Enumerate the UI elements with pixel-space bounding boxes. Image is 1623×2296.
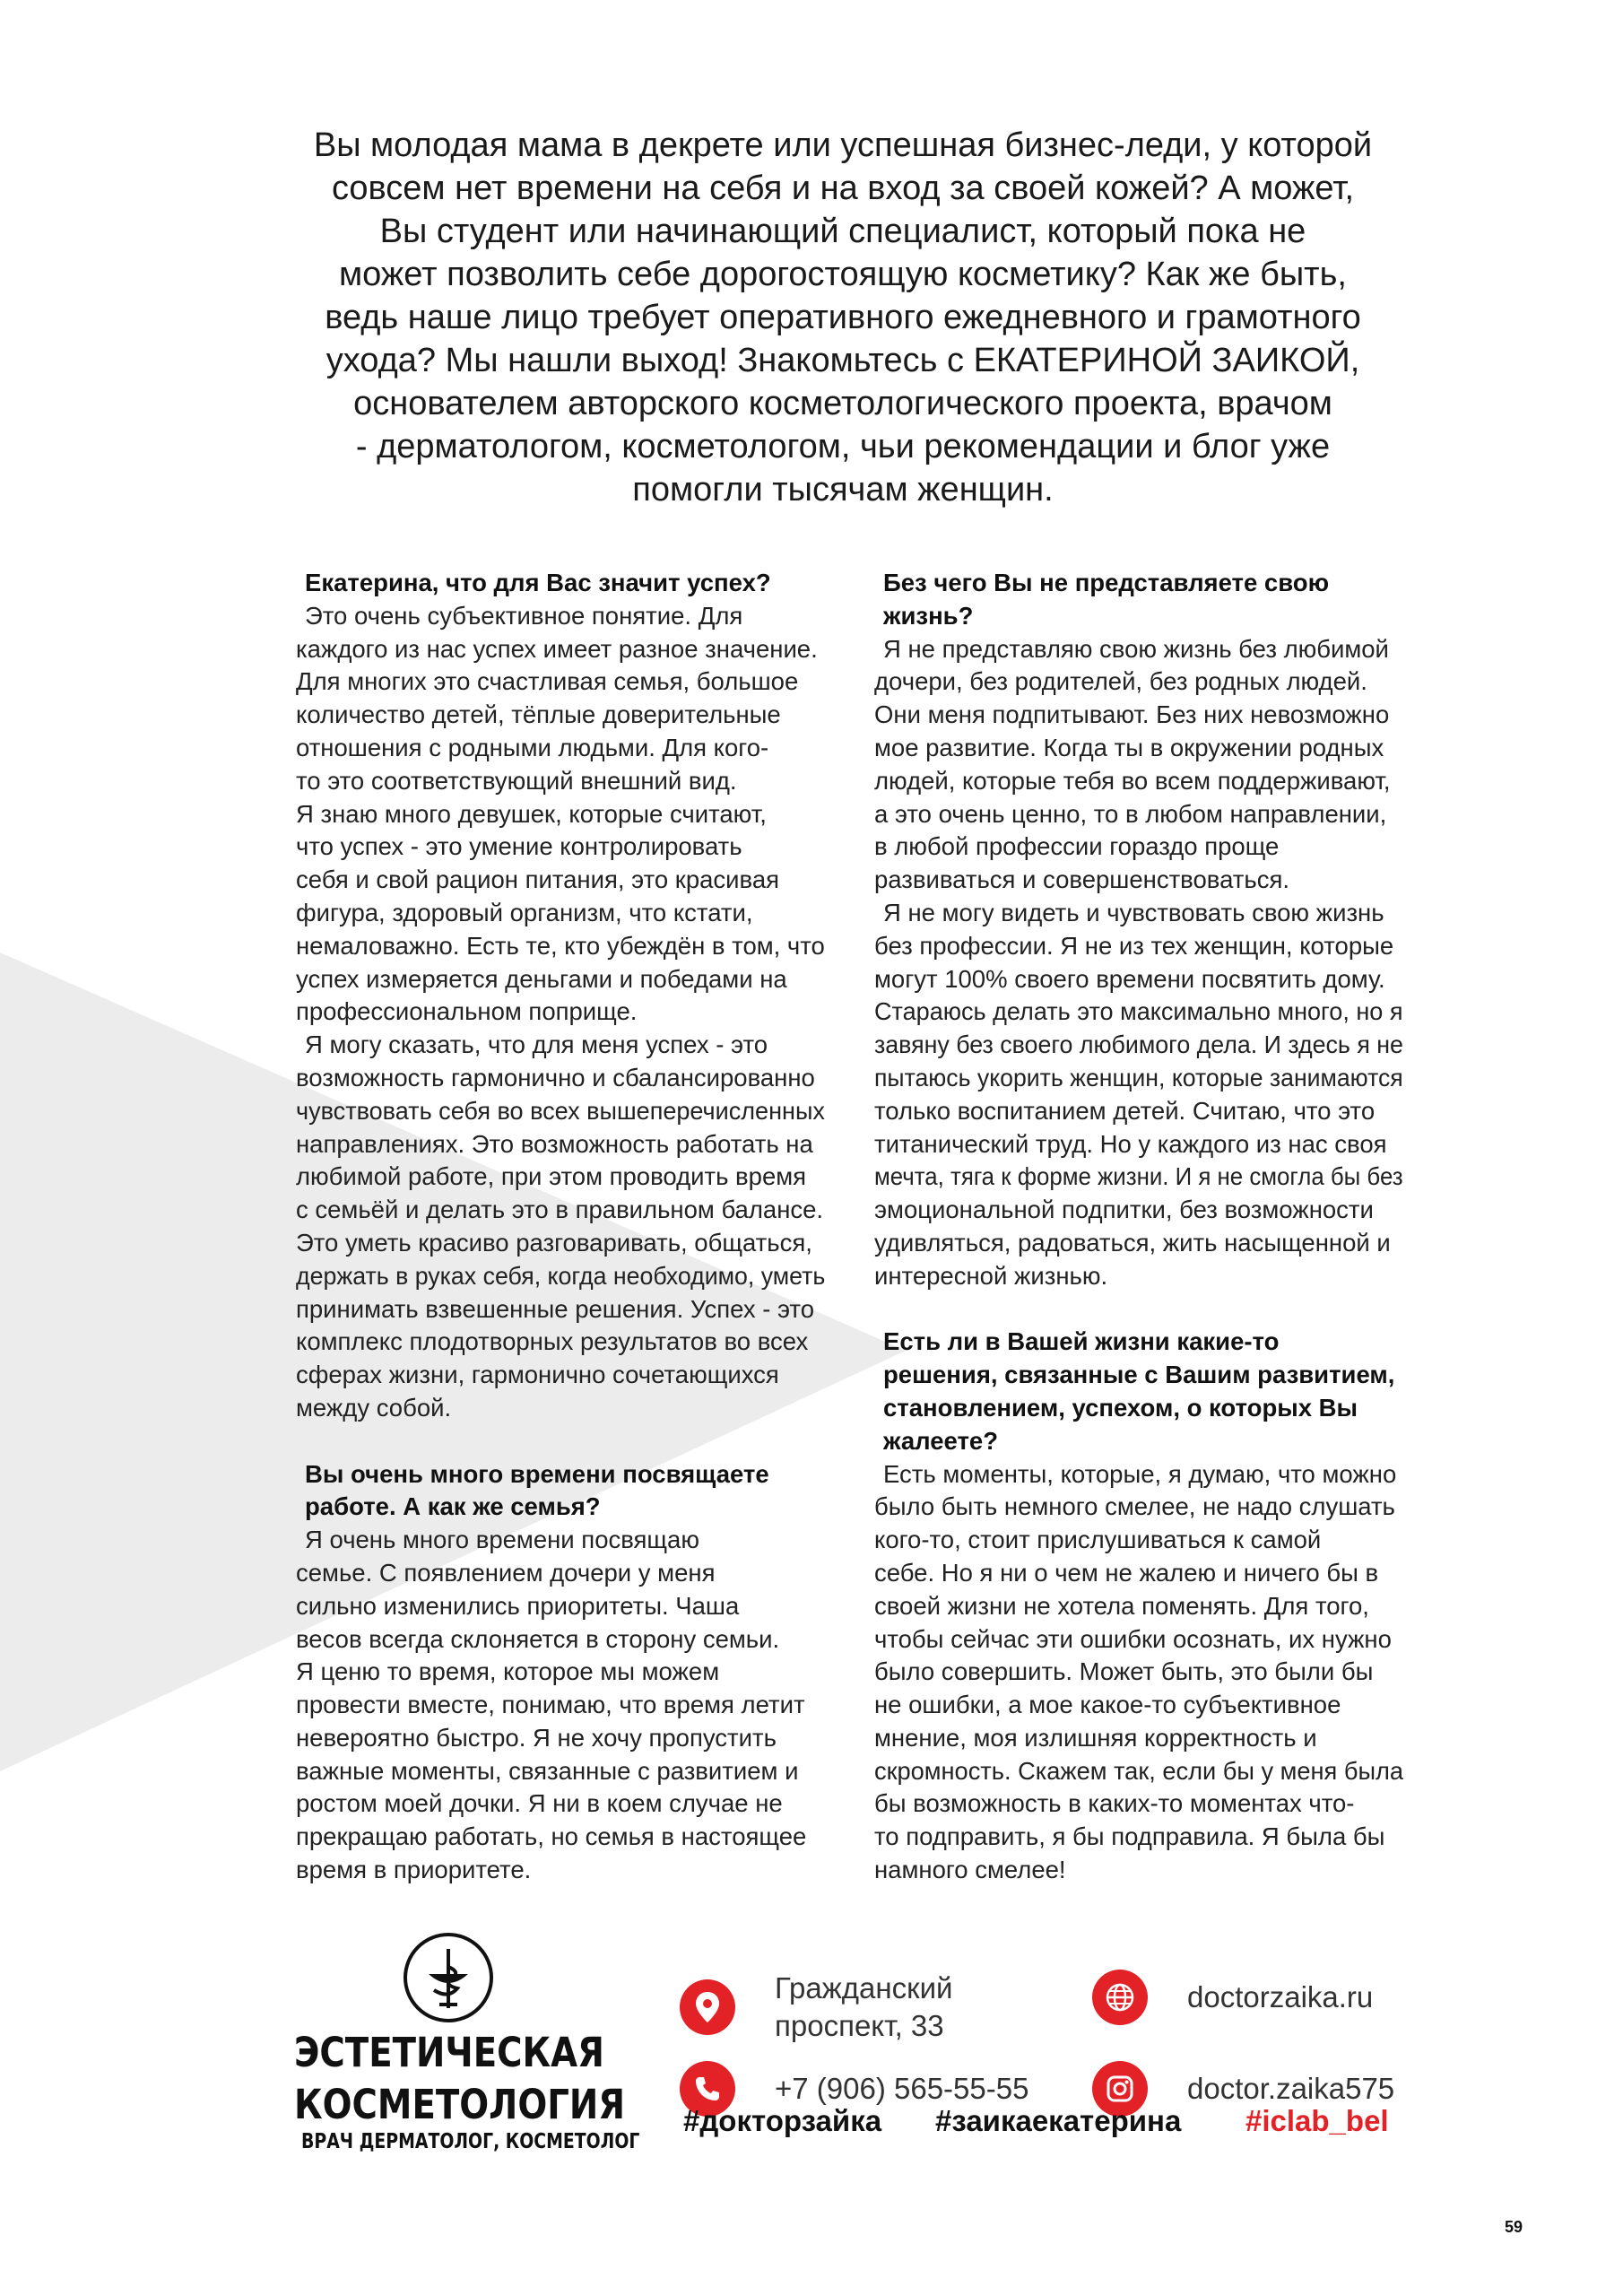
text-line: без профессии. Я не из тех женщин, которые xyxy=(874,931,1394,960)
text-line: невероятно быстро. Я не хочу пропустить xyxy=(296,1723,777,1752)
website-link[interactable]: doctorzaika.ru xyxy=(1187,1980,1374,2013)
text-line: помогли тысячам женщин. xyxy=(632,471,1054,509)
text-line: прекращаю работать, но семья в настоящее xyxy=(296,1822,807,1851)
text-line: отношения с родными людьми. Для кого- xyxy=(296,733,769,761)
address-line1: Гражданский xyxy=(775,1971,953,2005)
medical-bowl-snake-icon xyxy=(404,1933,493,2022)
text-line: решения, связанные с Вашим развитием, xyxy=(883,1361,1395,1389)
instagram-handle[interactable]: doctor.zaika575 xyxy=(1187,2072,1395,2105)
text-line: то это соответствующий внешний вид. xyxy=(296,766,737,795)
clinic-logo xyxy=(269,1933,640,2153)
text-line: людей, которые тебя во всем поддерживают, xyxy=(874,766,1391,795)
answer-regrets xyxy=(874,1458,1403,1887)
text-line: важные моменты, связанные с развитием и xyxy=(296,1756,799,1785)
text-line: сферах жизни, гармонично сочетающихся xyxy=(296,1361,779,1389)
location-pin-icon xyxy=(680,1979,735,2035)
text-line: ведь наше лицо требует оперативного ежедневного и грамотного xyxy=(325,299,1361,336)
text-line: любимой работе, при этом проводить время xyxy=(296,1162,807,1191)
text-line: основателем авторского косметологического проекта, врачом xyxy=(353,385,1332,422)
text-line: не ошибки, а мое какое-то субъективное xyxy=(874,1691,1341,1719)
text-line: провести вместе, понимаю, что время летит xyxy=(296,1691,805,1719)
text-line: интересной жизнью. xyxy=(874,1261,1108,1290)
text-line: бы возможность в каких-то моментах что- xyxy=(874,1789,1355,1818)
text-line: принимать взвешенные решения. Успех - это xyxy=(296,1294,815,1323)
text-line: развиваться и совершенствоваться. xyxy=(874,865,1289,894)
text-line: весов всегда склоняется в сторону семьи. xyxy=(296,1624,780,1653)
text-line: мечта, тяга к форме жизни. И я не смогла бы без xyxy=(874,1162,1403,1191)
text-line: Я знаю много девушек, которые считают, xyxy=(296,799,767,828)
text-line: пытаюсь укорить женщин, которые занимаются xyxy=(874,1063,1403,1091)
text-line: в любой профессии гораздо проще xyxy=(874,832,1280,861)
answer-cant-live-without-p2 xyxy=(874,897,1403,1293)
logo-title-line2: КОСМЕТОЛОГИЯ xyxy=(294,2081,626,2128)
answer-success-p1 xyxy=(296,600,825,1029)
text-line: становлением, успехом, о которых Вы xyxy=(883,1393,1358,1422)
text-line: Они меня подпитывают. Без них невозможно xyxy=(874,700,1390,729)
text-line: Стараюсь делать это максимально много, но я xyxy=(874,997,1403,1026)
hashtag-doctorzaika[interactable]: #докторзайка xyxy=(683,2104,882,2137)
text-line: ухода? Мы нашли выход! Знакомьтесь с ЕКАТЕРИНОЙ ЗАИКОЙ, xyxy=(325,342,1360,379)
answer-success-p2 xyxy=(296,1029,825,1425)
text-line: титанический труд. Но у каждого из нас своя xyxy=(874,1129,1387,1158)
answer-family xyxy=(296,1524,825,1887)
text-line: держать в руках себя, когда необходимо, уметь xyxy=(296,1261,826,1290)
text-line: семье. С появлением дочери у меня xyxy=(296,1558,716,1587)
text-line: фигура, здоровый организм, что кстати, xyxy=(296,898,753,926)
text-line: мое развитие. Когда ты в окружении родных xyxy=(874,733,1384,761)
text-line: кого-то, стоит прислушиваться к самой xyxy=(874,1526,1322,1554)
text-line: работе. А как же семья? xyxy=(305,1492,601,1521)
question-regrets xyxy=(874,1326,1403,1457)
text-line: ростом моей дочки. Я ни в коем случае не xyxy=(296,1789,783,1818)
text-line: удивляться, радоваться, жить насыщенной и xyxy=(874,1228,1391,1257)
text-line: себе. Но я ни о чем не жалею и ничего бы в xyxy=(874,1558,1379,1587)
text-line: Я могу сказать, что для меня успех - это xyxy=(305,1031,768,1059)
text-line: Я не могу видеть и чувствовать свою жизнь xyxy=(883,898,1384,926)
text-line: Я не представляю свою жизнь без любимой xyxy=(883,634,1389,663)
text-line: направлениях. Это возможность работать на xyxy=(296,1129,813,1158)
website-contact[interactable] xyxy=(1092,1970,1373,2025)
text-line: чувствовать себя во всех вышеперечисленных xyxy=(296,1096,825,1125)
answer-cant-live-without-p1 xyxy=(874,633,1403,897)
page-number: 59 xyxy=(1504,2218,1523,2236)
text-line: Для многих это счастливая семья, большое xyxy=(296,667,799,696)
text-line: Есть ли в Вашей жизни какие-то xyxy=(883,1327,1280,1356)
text-line: возможность гармонично и сбалансированно xyxy=(296,1063,815,1091)
text-line: каждого из нас успех имеет разное значение. xyxy=(296,634,818,663)
text-line: Без чего Вы не представляете свою xyxy=(883,569,1330,596)
text-line: что успех - это умение контролировать xyxy=(296,832,742,861)
text-line: завяну без своего любимого дела. И здесь я не xyxy=(874,1031,1403,1059)
text-line: жизнь? xyxy=(883,601,974,630)
text-line: а это очень ценно, то в любом направлении, xyxy=(874,799,1387,828)
text-line: Я ценю то время, которое мы можем xyxy=(296,1657,720,1686)
text-line: только воспитанием детей. Считаю, что это xyxy=(874,1096,1376,1125)
text-line: сильно изменились приоритеты. Чаша xyxy=(296,1591,740,1620)
question-family xyxy=(296,1458,825,1525)
address-line2: проспект, 33 xyxy=(775,2009,944,2042)
text-line: Есть моменты, которые, я думаю, что можно xyxy=(883,1459,1397,1488)
text-line: количество детей, тёплые доверительные xyxy=(296,700,781,729)
hashtag-iclab-bel[interactable]: #iclab_bel xyxy=(1245,2104,1389,2137)
text-line: эмоциональной подпитки, без возможности xyxy=(874,1196,1374,1224)
text-line: успех измеряется деньгами и победами на xyxy=(296,964,787,993)
text-line: себя и свой рацион питания, это красивая xyxy=(296,865,780,894)
text-line: скромность. Скажем так, если бы у меня была xyxy=(874,1756,1404,1785)
hashtag-zaikaekaterina[interactable]: #заикаекатерина xyxy=(935,2104,1182,2137)
logo-title-line1: ЭСТЕТИЧЕСКАЯ xyxy=(294,2029,604,2076)
text-line: - дерматологом, косметологом, чьи рекомендации и блог уже xyxy=(355,428,1331,465)
question-cant-live-without xyxy=(874,567,1403,633)
globe-icon xyxy=(1092,1970,1148,2025)
text-line: дочери, без родителей, без родных людей. xyxy=(874,667,1367,696)
right-column xyxy=(874,567,1403,1887)
left-column xyxy=(296,567,825,1887)
text-line: Вы студент или начинающий специалист, который пока не xyxy=(379,213,1306,250)
phone-number[interactable]: +7 (906) 565-55-55 xyxy=(775,2072,1029,2105)
logo-subtitle: ВРАЧ ДЕРМАТОЛОГ, КОСМЕТОЛОГ xyxy=(301,2130,640,2153)
text-line: может позволить себе дорогостоящую косметику? Как же быть, xyxy=(339,256,1347,293)
text-line: могут 100% своего времени посвятить дому. xyxy=(874,964,1385,993)
text-line: совсем нет времени на себя и на вход за своей кожей? А может, xyxy=(331,170,1355,207)
text-line: с семьёй и делать это в правильном балансе. xyxy=(296,1196,824,1224)
text-line: Вы молодая мама в декрете или успешная бизнес-леди, у которой xyxy=(313,126,1373,164)
text-line: Екатерина, что для Вас значит успех? xyxy=(305,569,771,596)
text-line: то подправить, я бы подправила. Я была бы xyxy=(874,1822,1385,1851)
text-line: время в приоритете. xyxy=(296,1856,532,1884)
address-contact xyxy=(680,1970,952,2045)
text-line: жалеете? xyxy=(883,1426,999,1455)
text-line: было быть немного смелее, не надо слушать xyxy=(874,1492,1395,1521)
text-line: мнение, моя излишняя корректность и xyxy=(874,1723,1317,1752)
text-line: Я очень много времени посвящаю xyxy=(305,1526,699,1554)
intro-paragraph xyxy=(215,124,1471,511)
text-line: Это очень субъективное понятие. Для xyxy=(305,601,743,630)
question-success xyxy=(296,567,825,600)
text-line: чтобы сейчас эти ошибки осознать, их нужно xyxy=(874,1624,1392,1653)
text-line: Вы очень много времени посвящаете xyxy=(305,1459,769,1488)
text-line: комплекс плодотворных результатов во всех xyxy=(296,1327,809,1356)
text-line: немаловажно. Есть те, кто убеждён в том, что xyxy=(296,931,825,960)
text-line: намного смелее! xyxy=(874,1856,1066,1884)
text-line: своей жизни не хотела поменять. Для того, xyxy=(874,1591,1369,1620)
text-line: профессиональном поприще. xyxy=(296,997,638,1026)
text-line: между собой. xyxy=(296,1393,452,1422)
text-line: было совершить. Может быть, это были бы xyxy=(874,1657,1374,1686)
text-line: Это уметь красиво разговаривать, общаться, xyxy=(296,1228,812,1257)
